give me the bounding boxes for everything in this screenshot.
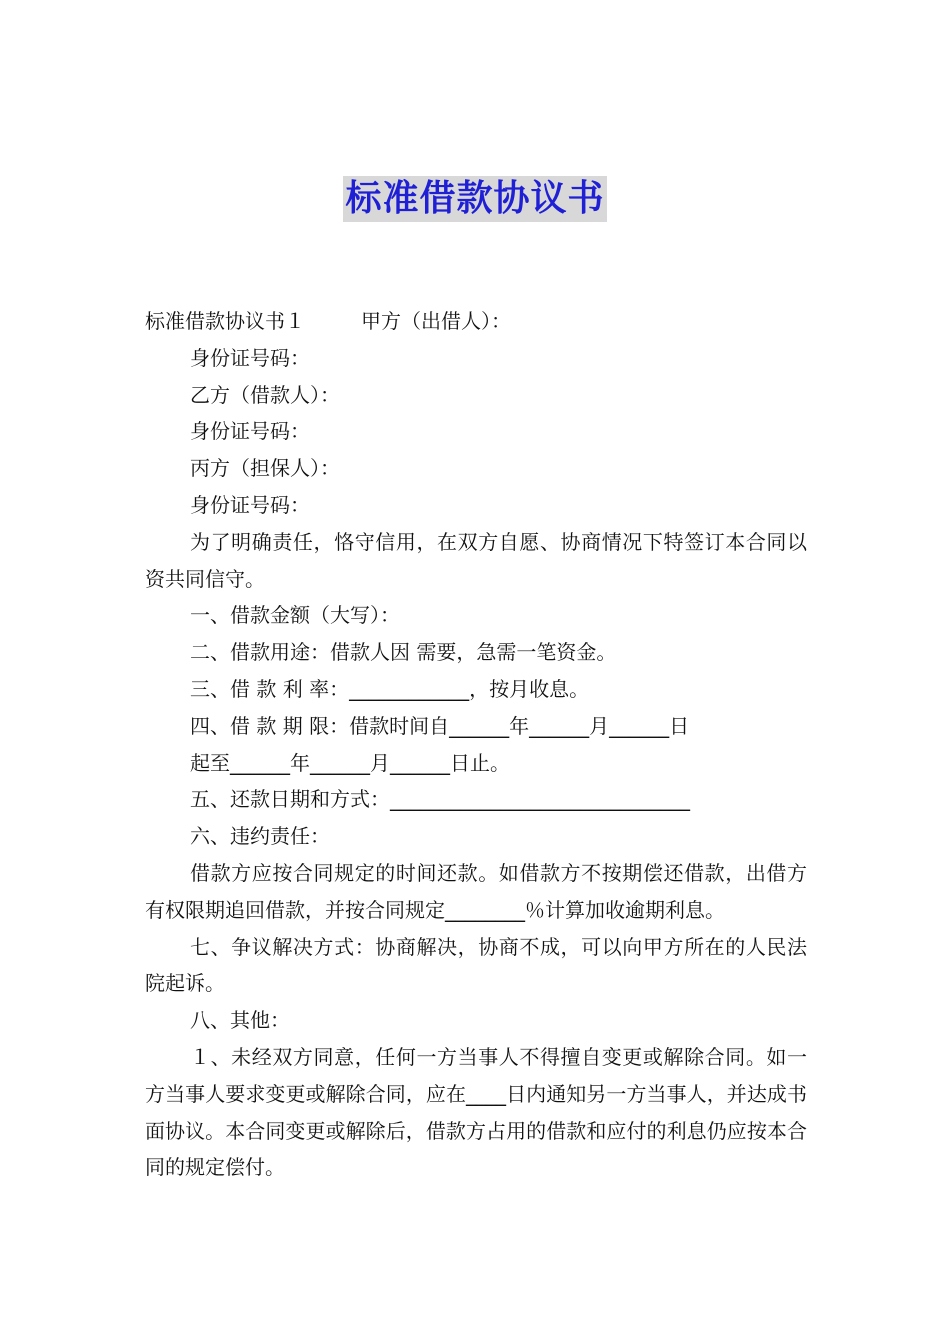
- party-a-id-label: 身份证号码：: [190, 345, 310, 370]
- document-title: 标准借款协议书: [343, 176, 606, 222]
- clause-2-purpose: 二、借款用途：借款人因 需要，急需一笔资金。: [190, 640, 617, 665]
- document-body: [145, 303, 807, 1186]
- party-a-label: 甲方（出借人）：: [361, 309, 511, 333]
- clause-8-item-1: １、未经双方同意，任何一方当事人不得擅自变更或解除合同。如一方当事人要求变更或解除合同，应在____日内通知另一方当事人，并达成书面协议。本合同变更或解除后，借款方占用的借款和应付的利息仍应按本合同的规定偿付。: [145, 1044, 807, 1180]
- preamble-paragraph: 为了明确责任，恪守信用，在双方自愿、协商情况下特签订本合同以资共同信守。: [145, 529, 807, 591]
- clause-8-heading: 八、其他：: [190, 1008, 290, 1033]
- clause-6-paragraph: 借款方应按合同规定的时间还款。如借款方不按期偿还借款，出借方有权限期追回借款，并按合同规定________％计算加收逾期利息。: [145, 860, 807, 922]
- party-c-label: 丙方（担保人）：: [190, 456, 340, 481]
- clause-1-amount: 一、借款金额（大写）：: [190, 603, 400, 628]
- clause-7-paragraph: 七、争议解决方式：协商解决，协商不成，可以向甲方所在的人民法院起诉。: [145, 934, 807, 996]
- clause-4-term: 四、借 款 期 限：借款时间自______年______月______日: [190, 713, 690, 738]
- clause-5-repayment: 五、还款日期和方式：______________________________: [190, 787, 690, 812]
- title-container: [0, 176, 950, 222]
- clause-4-term-continued: 起至______年______月______日止。: [190, 750, 510, 775]
- clause-6-heading: 六、违约责任：: [190, 824, 330, 849]
- doc-subtitle: 标准借款协议书１: [145, 309, 305, 333]
- clause-3-rate: 三、借 款 利 率：____________，按月收息。: [190, 676, 590, 701]
- opening-line: [145, 303, 807, 340]
- party-b-id-label: 身份证号码：: [190, 419, 310, 444]
- party-c-id-label: 身份证号码：: [190, 492, 310, 517]
- party-b-label: 乙方（借款人）：: [190, 382, 340, 407]
